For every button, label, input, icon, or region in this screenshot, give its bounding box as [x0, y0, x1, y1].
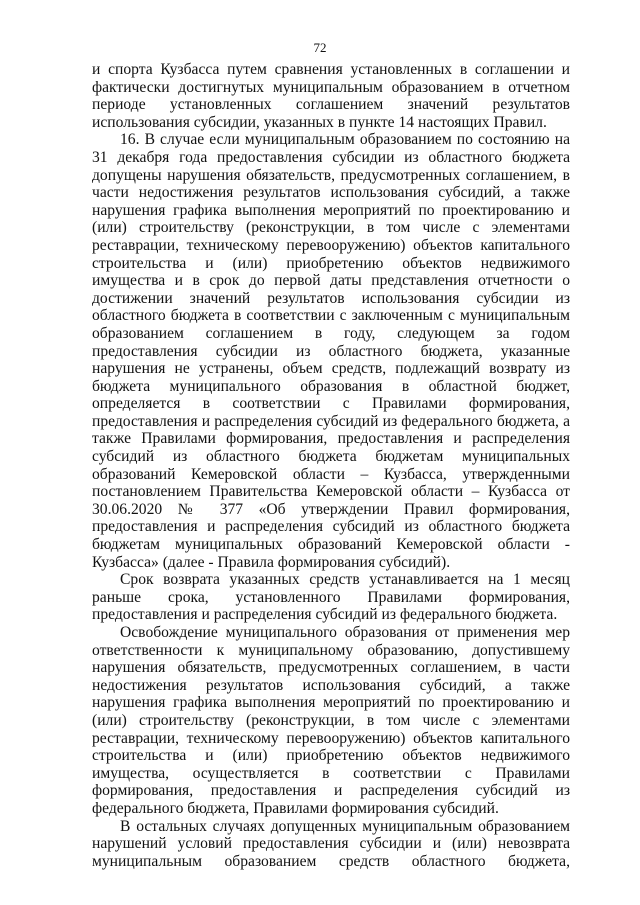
document-body: [92, 61, 570, 870]
page-number: 72: [313, 40, 327, 55]
paragraph-exemption: Освобождение муниципального образования от применения мер ответственности к муниципальному образованию, допустившему нарушения обязательств, предусмотренных соглашением, в части недостижения результатов использования субсидий, а также нарушения графика выполнения мероприятий по проектированию и (или) строительству (реконструкции, в том числе с элементами реставрации, техническому перевооружению) объектов капитального строительства и (или) приобретению объектов недвижимого имущества, осуществляется в соответствии с Правилами формирования, предоставления и распределения субсидий из федерального бюджета, Правилами формирования субсидий.: [92, 624, 570, 817]
paragraph-continuation: и спорта Кузбасса путем сравнения установленных в соглашении и фактически достигнутых муниципальным образованием в отчетном периоде установленных соглашением значений результатов использования субсидии, указанных в пункте 14 настоящих Правил.: [92, 61, 570, 131]
paragraph-clause-16: 16. В случае если муниципальным образованием по состоянию на 31 декабря года предоставления субсидии из областного бюджета допущены нарушения обязательств, предусмотренных соглашением, в части недостижения результатов использования субсидий, а также нарушения графика выполнения мероприятий по проектированию и (или) строительству (реконструкции, в том числе с элементами реставрации, техническому перевооружению) объектов капитального строительства и (или) приобретению объектов недвижимого имущества и в срок до первой даты представления отчетности о достижении значений результатов использования субсидии из областного бюджета в соответствии с заключенным с муниципальным образованием соглашением в году, следующем за годом предоставления субсидии из областного бюджета, указанные нарушения не устранены, объем средств, подлежащий возврату из бюджета муниципального образования в областной бюджет, определяется в соответствии с Правилами формирования, предоставления и распределения субсидий из федерального бюджета, а также Правилами формирования, предоставления и распределения субсидий из областного бюджета бюджетам муниципальных образований Кемеровской области – Кузбасса, утвержденными постановлением Правительства Кемеровской области – Кузбасса от 30.06.2020 № 377 «Об утверждении Правил формирования, предоставления и распределения субсидий из областного бюджета бюджетам муниципальных образований Кемеровской области - Кузбасса» (далее - Правила формирования субсидий).: [92, 131, 570, 571]
paragraph-refund-deadline: Срок возврата указанных средств устанавливается на 1 месяц раньше срока, установленного Правилами формирования, предоставления и распределения субсидий из федерального бюджета.: [92, 571, 570, 624]
paragraph-other-cases: В остальных случаях допущенных муниципальным образованием нарушений условий предоставления субсидии и (или) невозврата муниципальным образованием средств областного бюджета,: [92, 817, 570, 870]
